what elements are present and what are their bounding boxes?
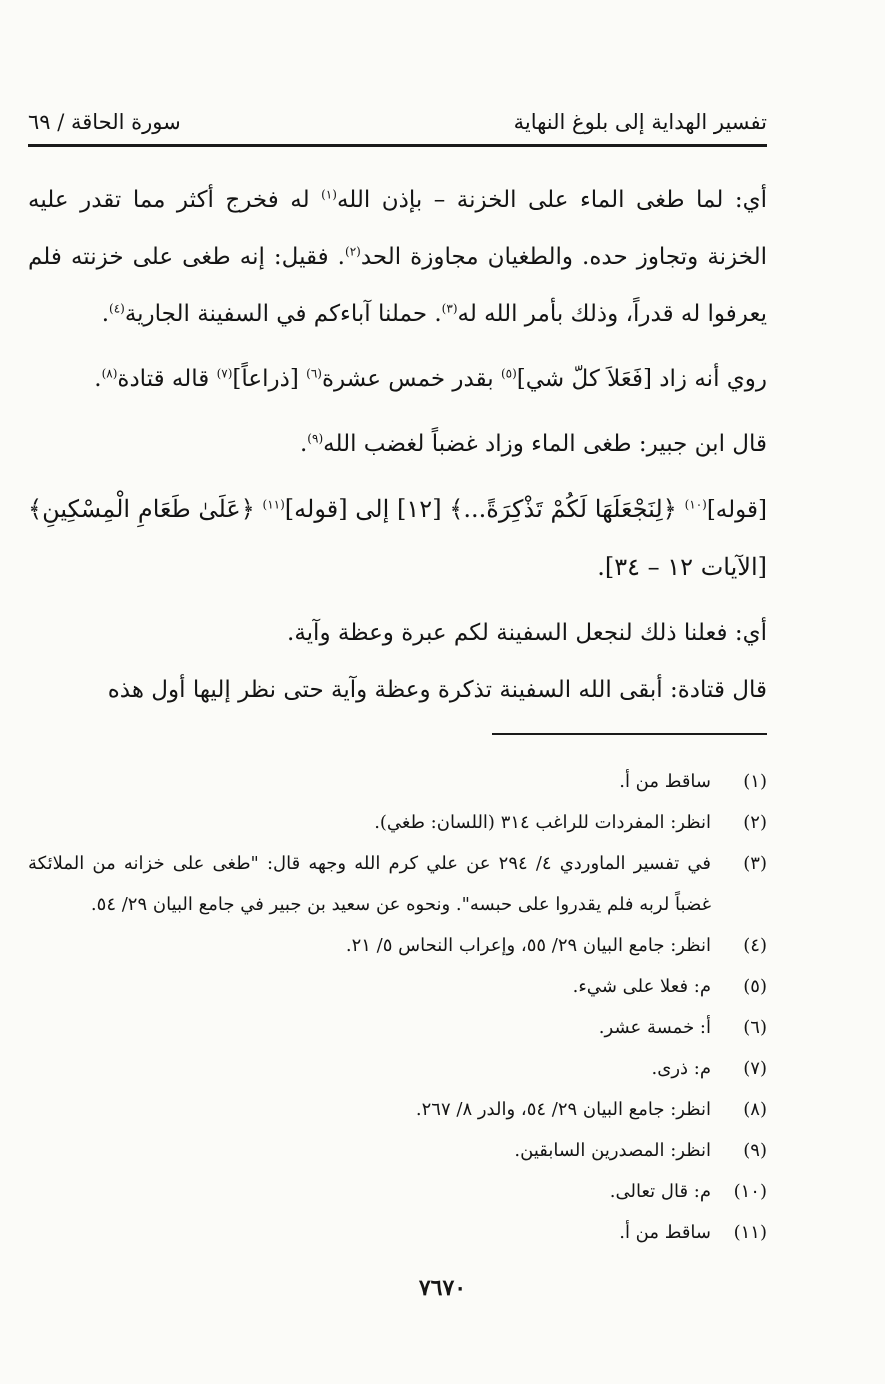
footnote-number: (٣) [743,853,767,874]
footnote-text: م: ذرى. [651,1058,711,1079]
footnote-item [28,1171,767,1212]
footnote-ref: (٩) [307,431,324,446]
footnote-item [28,925,767,966]
footnote-text: في تفسير الماوردي ٤/ ٢٩٤ عن علي كرم الله وجهه قال: "طغى على خزانه من الملائكة غضباً لربه فلم يقدروا على حبسه". ونحوه عن سعيد بن جبير في جامع البيان ٢٩/ ٥٤. [28,853,711,915]
paragraph-5: أي: فعلنا ذلك لنجعل السفينة لكم عبرة وعظة وآية. [287,620,767,646]
footnote-number: (١١) [733,1222,767,1243]
footnote-item [28,966,767,1007]
footnote-ref: (٧) [216,366,233,381]
footnote-number: (١٠) [733,1181,767,1202]
footnote-item [28,1048,767,1089]
footnote-ref: (٦) [306,366,322,381]
text-run: [ذراعاً] [232,366,307,392]
footnote-number: (٧) [743,1058,767,1079]
footnote-ref: (١) [321,187,337,202]
book-title: تفسير الهداية إلى بلوغ النهاية [513,110,767,134]
footnotes [28,761,767,1253]
main-text [28,172,767,719]
text-run: . حملنا آباءكم في السفينة الجارية [124,301,442,327]
footnote-ref: (٨) [101,366,118,381]
text-run: . [94,366,102,392]
footnote-item [28,761,767,802]
footnote-ref: (١٠) [684,497,707,512]
footnote-number: (٨) [743,1099,767,1120]
footnote-ref: (١١) [262,497,285,512]
footnote-ref: (٢) [345,244,361,259]
text-run: . [101,301,109,327]
footnote-text: ساقط من أ. [619,771,711,792]
footnote-ref: (٣) [441,301,458,316]
running-header [28,106,767,147]
paragraph-4 [28,481,767,597]
quran-verse: ﴿عَلَىٰ طَعَامِ الْمِسْكِينِ﴾ [الآيات ١٢ – ٣٤]. [28,495,767,581]
footnote-item [28,1130,767,1171]
footnote-number: (٤) [743,935,767,956]
text-run: بقدر خمس عشرة [321,366,501,392]
page-number: ٧٦٧٠ [418,1275,467,1301]
footnote-text: م: قال تعالى. [609,1181,711,1202]
paragraph-3 [28,416,767,473]
footnote-text: انظر: جامع البيان ٢٩/ ٥٥، وإعراب النحاس ٥/ ٢١. [345,935,711,956]
paragraph-2 [28,351,767,408]
text-run: له فخرج أكثر مما تقدر عليه الخزنة وتجاوز حده. والطغيان مجاوزة الحد [28,187,767,270]
footnote-item [28,1089,767,1130]
footnote-separator [492,733,767,735]
footnote-item [28,1212,767,1253]
footnote-text: أ: خمسة عشر. [598,1017,711,1038]
footnote-number: (٦) [743,1017,767,1038]
text-run: أي: لما طغى الماء على الخزنة – بإذن الله [336,187,767,213]
footnote-item [28,1007,767,1048]
footnote-item [28,802,767,843]
footnote-text: انظر: المفردات للراغب ٣١٤ (اللسان: طغي). [374,812,711,833]
text-run: [قوله] [706,497,767,523]
text-run: قال ابن جبير: طغى الماء وزاد غضباً لغضب الله [323,431,767,457]
quran-verse: ﴿لِنَجْعَلَهَا لَكُمْ تَذْكِرَةً...﴾ [١٢] إلى [قوله] [284,495,685,523]
footnote-ref: (٥) [500,366,517,381]
footnote-text: انظر: المصدرين السابقين. [514,1140,711,1161]
text-run: قاله قتادة [117,366,217,392]
footnote-text: م: فعلا على شيء. [572,976,711,997]
paragraph-1 [28,172,767,343]
footnote-item [28,843,767,925]
footnote-number: (٢) [743,812,767,833]
text-run: . فقيل: إنه طغى على خزنته فلم يعرفوا له قدراً، وذلك بأمر الله له [28,244,767,327]
footnote-text: ساقط من أ. [619,1222,711,1243]
paragraph-6: قال قتادة: أبقى الله السفينة تذكرة وعظة وآية حتى نظر إليها أول هذه [107,677,767,703]
surah-reference: سورة الحاقة / ٦٩ [28,110,181,134]
footnote-number: (٥) [743,976,767,997]
footnote-ref: (٤) [109,301,125,316]
text-run: روي أنه زاد [فَعَلاَ كلّ شي] [516,366,767,392]
footnote-text: انظر: جامع البيان ٢٩/ ٥٤، والدر ٨/ ٢٦٧. [415,1099,711,1120]
footnote-number: (٩) [743,1140,767,1161]
text-run: . [299,431,308,457]
footnote-number: (١) [743,771,767,792]
